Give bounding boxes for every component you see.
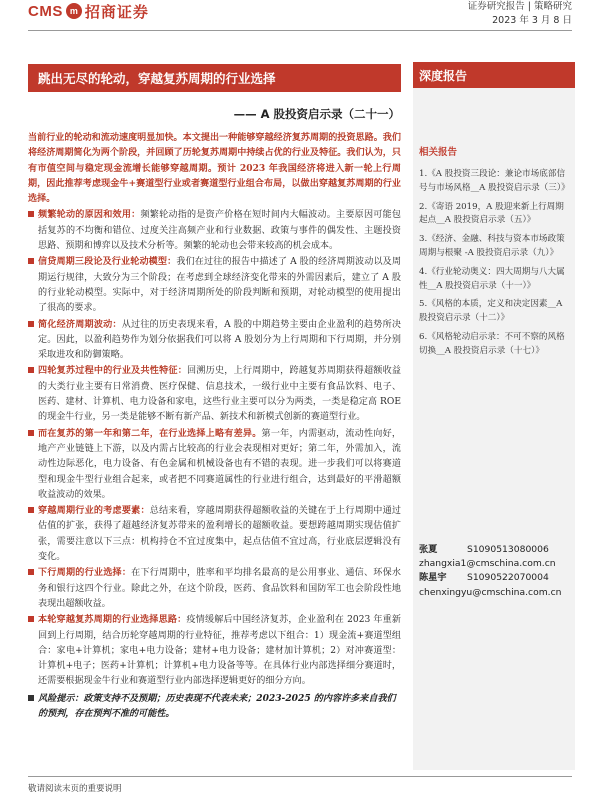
report-type-label: 深度报告: [419, 68, 468, 83]
bullet-square-icon: [28, 569, 34, 575]
analyst-email[interactable]: zhangxia1@cmschina.com.cn: [419, 558, 556, 570]
bullet-square-icon: [28, 258, 34, 264]
intro-paragraph: 当前行业的轮动和流动速度明显加快。本文提出一种能够穿越经济复苏周期的投资思路。我们将经济周期简化为两个阶段，并回顾了历轮复苏周期中持续占优的行业及特征。我们认为，只有市值空间与稳定现金流增长能够穿越周期。预计 2023 年我国经济将进入新一轮上行周期，因此推荐考虑现金牛+赛道型行业或者赛道型行业组合布局，以做出穿越复苏周期的行业选择。: [28, 132, 401, 205]
logo-badge-icon: m: [66, 3, 82, 19]
related-report-link[interactable]: 6.《风格轮动启示录：不可不察的风格切换__A 股投资启示录（十七）》: [419, 331, 565, 356]
bullet-item: [28, 612, 401, 689]
analyst-contacts: [419, 543, 575, 600]
related-report-link[interactable]: 1.《A 股投资三段论：兼论市场底部信号与市场风格__A 股投资启示录（三）》: [419, 169, 570, 193]
analyst-name: 张夏: [419, 544, 438, 555]
risk-warning: [28, 691, 401, 722]
report-title-bar: [28, 64, 401, 92]
related-reports-title: 相关报告: [419, 147, 458, 158]
bullet-heading: 四轮复苏过程中的行业及共性特征：: [38, 365, 188, 377]
analyst-row: [419, 543, 575, 557]
main-content: [28, 130, 401, 721]
bullet-body: 总结来看，穿越周期获得超额收益的关键在于上行周期中通过估值的扩张，获得了超越经济复苏带来的盈利增长的超额收益。要想跨越周期实现估值扩张，需要注意以下三点：机构持仓不宜过度集中，起点估值不宜过高，行业底层逻辑没有变化。: [38, 506, 401, 563]
header-meta: [468, 0, 572, 28]
analyst-id: S1090513080006: [467, 544, 549, 555]
bullet-square-icon: [28, 430, 34, 436]
related-report-link[interactable]: 5.《风格的本质，定义和决定因素__A 股投资启示录（十二）》: [419, 299, 563, 324]
related-report-link[interactable]: 2.《寄语 2019，A 股迎来新上行周期起点__A 股投资启示录（五）》: [419, 201, 564, 226]
bullet-square-icon: [28, 367, 34, 373]
bullet-heading: 本轮穿越复苏周期的行业选择思路：: [38, 614, 187, 626]
analyst-email[interactable]: chenxingyu@cmschina.com.cn: [419, 586, 562, 598]
bullet-item: [28, 503, 401, 565]
bullet-heading: 穿越周期行业的考虑要素：: [38, 505, 150, 517]
bullet-body: 在下行周期中，胜率和平均排名最高的是公用事业、通信、环保水务和银行这四个行业。除此之外，在这个阶段，医药、食品饮料和国防军工也会阶段性地表现出超额收益。: [38, 568, 401, 609]
bullet-body: 第一年，内需驱动，流动性向好，地产产业链链上下游，以及内需占比较高的行业会表现相对更好；第二年，外需加入，流动性边际恶化，电力设备、有色金属和机械设备也有不错的表现。进一步我们可以将赛道型和现金牛型行业组合起来，或者把不同赛道属性的行业进行组合，达到最好的平滑超额收益波动的效果。: [38, 428, 401, 500]
bullet-body: 疫情缓解后中国经济复苏，企业盈利在 2023 年重新回到上行周期，结合历轮穿越周期的行业特征，推荐考虑以下组合：1）现金流+赛道型组合：家电+计算机；家电+电力设备；建材+电力设备；建材加计算机；2）对冲赛道型：计算机+电子；医药+计算机；计算机+电力设备等等。在具体行业内部选择细分赛道时，还需要根据现金牛行业和赛道型行业内部选择逻辑更好的细分方向。: [38, 615, 401, 687]
bullet-item: [28, 317, 401, 364]
header-divider: [28, 30, 572, 31]
footer-divider: [28, 776, 572, 777]
analyst-name: 陈星宇: [419, 572, 447, 584]
sidebar: [413, 88, 575, 770]
bullet-square-icon: [28, 321, 34, 327]
bullet-item: [28, 363, 401, 425]
bullet-heading: 而在复苏的第一年和第二年，在行业选择上略有差异。: [38, 427, 262, 439]
analyst-row: [419, 571, 575, 585]
bullet-square-icon: [28, 507, 34, 513]
logo-cms-text: CMS: [28, 2, 63, 20]
report-subtitle: —— A 股投资启示录（二十一）: [233, 107, 400, 121]
analyst-id: S1090522070004: [467, 572, 549, 584]
bullet-square-icon: [28, 616, 34, 622]
bullet-heading: 信贷周期三段论及行业轮动模型：: [38, 256, 177, 268]
report-type-bar: [413, 62, 575, 88]
bullet-item: [28, 254, 401, 316]
bullet-heading: 频繁轮动的原因和效用：: [38, 209, 141, 221]
footer-note: 敬请阅读末页的重要说明: [28, 784, 122, 794]
risk-text: 风险提示：政策支持不及预期；历史表现不代表未来；2023-2025 的内容许多来自我们的预判，存在预判不准的可能性。: [38, 692, 396, 719]
company-logo: [28, 0, 149, 22]
report-date: 2023 年 3 月 8 日: [492, 15, 572, 26]
bullet-item: [28, 565, 401, 612]
bullet-item: [28, 207, 401, 254]
related-report-link[interactable]: 3.《经济、金融、科技与资本市场政策周期与根聚 -A 股投资启示录（九）》: [419, 234, 565, 258]
bullet-body: 回溯历史，上行周期中，跨越复苏周期获得超额收益的大类行业主要有日常消费、医疗保健、信息技术，一级行业中主要有食品饮料、电子、医药、建材、计算机、电力设备和家电，这些行业主要可以分为两类，一类是稳定高 ROE 的现金牛行业，另一类是能够不断有新产品、新技术和新模式创新的赛道型行业。: [38, 366, 401, 423]
bullet-item: [28, 426, 401, 503]
bullet-body: 从过往的历史表现来看，A 股的中期趋势主要由企业盈利的趋势所决定。因此，以盈利趋势作为划分依据我们可以将 A 股划分为上行周期和下行周期，并分别采取进攻和防御策略。: [38, 319, 401, 361]
report-title: 跳出无尽的轮动，穿越复苏周期的行业选择: [38, 71, 276, 86]
related-reports-list: [419, 168, 571, 364]
logo-company-name: 招商证券: [84, 2, 149, 21]
bullet-body: 我们在过往的报告中描述了 A 股的经济周期波动以及周期运行规律，大致分为三个阶段；在考虑到全球经济变化带来的外需因素后，建立了 A 股的行业轮动模型。实际中，对于经济周期所处的阶段判断和预期，对轮动模型的使用提出了很高的要求。: [38, 257, 401, 314]
bullet-heading: 简化经济周期波动：: [38, 318, 122, 330]
bullet-heading: 下行周期的行业选择：: [38, 567, 132, 579]
report-category: 证券研究报告 | 策略研究: [467, 1, 572, 12]
bullet-body: 频繁轮动指的是资产价格在短时间内大幅波动。主要原因可能包括复苏的不均衡和错位、过度关注高频产业和行业数据、政策与事件的偶发性、主题投资思路、预期和博弈以及技术分析等。频繁的轮动也会带来较高的机会成本。: [38, 210, 401, 252]
bullet-square-icon: [28, 211, 34, 217]
bullet-square-icon: [28, 695, 34, 701]
related-report-link[interactable]: 4.《行业轮动奥义：四大周期与八大属性__A 股投资启示录（十一）》: [419, 266, 565, 291]
